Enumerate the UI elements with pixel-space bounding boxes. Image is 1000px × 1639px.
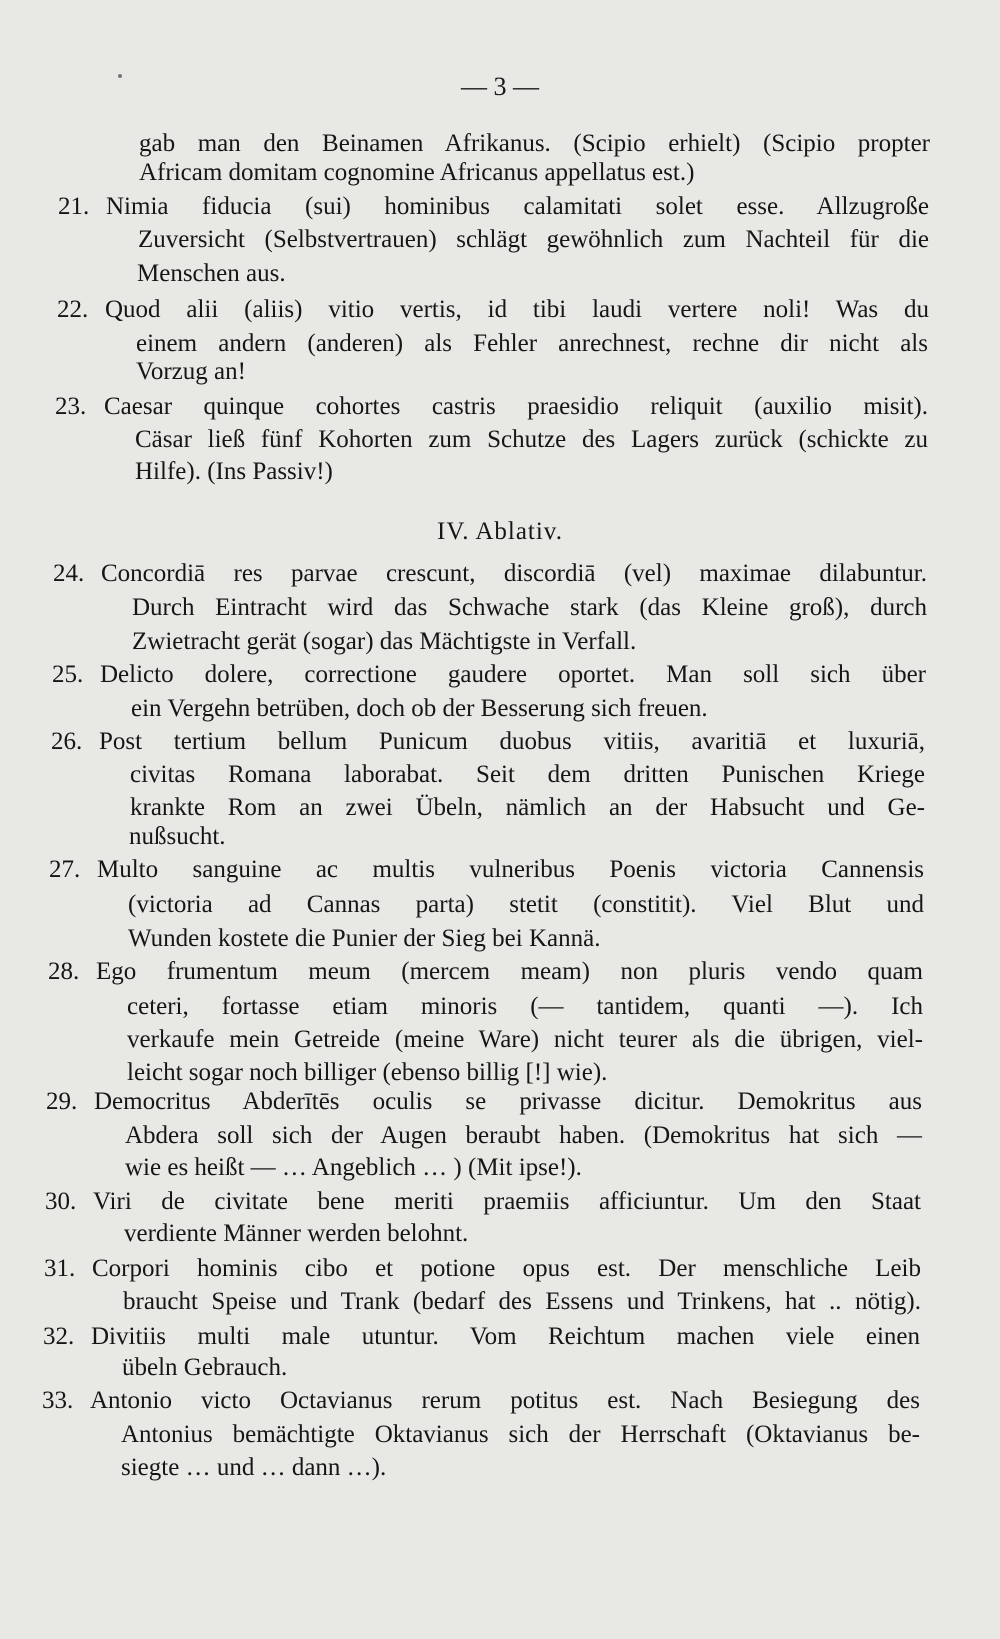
text-line: ceteri, fortasse etiam minoris (— tantidem, quanti —). Ich (127, 993, 923, 1020)
entry-number: 24. (53, 560, 85, 587)
text-line: nußsucht. (129, 823, 226, 850)
text-line: Divitiis multi male utuntur. Vom Reichtum machen viele einen (91, 1323, 920, 1350)
text-line: Viri de civitate bene meriti praemiis afficiuntur. Um den Staat (93, 1188, 921, 1215)
text-line: Post tertium bellum Punicum duobus vitiis, avaritiā et luxuriā, (99, 728, 925, 755)
text-line: verdiente Männer werden belohnt. (124, 1220, 469, 1247)
text-line: civitas Romana laborabat. Seit dem dritten Punischen Kriege (130, 761, 925, 788)
text-line: Multo sanguine ac multis vulneribus Poenis victoria Cannensis (97, 856, 924, 883)
text-line: Abdera soll sich der Augen beraubt haben. (Demokritus hat sich — (125, 1122, 922, 1149)
text-line: Concordiā res parvae crescunt, discordiā (vel) maximae dilabuntur. (101, 560, 927, 587)
text-line: Delicto dolere, correctione gaudere oportet. Man soll sich über (100, 661, 926, 688)
text-line: Quod alii (aliis) vitio vertis, id tibi laudi vertere noli! Was du (105, 296, 929, 323)
text-line: gab man den Beinamen Afrikanus. (Scipio erhielt) (Scipio propter (139, 130, 930, 157)
text-line: Cäsar ließ fünf Kohorten zum Schutze des Lagers zurück (schickte zu (135, 426, 928, 453)
text-line: Vorzug an! (136, 358, 246, 385)
text-line: Nimia fiducia (sui) hominibus calamitati solet esse. Allzugroße (106, 193, 929, 220)
text-line: Corpori hominis cibo et potione opus est. Der menschliche Leib (92, 1255, 921, 1282)
text-line: Zwietracht gerät (sogar) das Mächtigste in Verfall. (132, 628, 637, 655)
entry-number: 25. (52, 661, 84, 688)
entry-number: 21. (58, 193, 90, 220)
text-line: Ego frumentum meum (mercem meam) non pluris vendo quam (96, 958, 923, 985)
text-line: Hilfe). (Ins Passiv!) (135, 458, 333, 485)
text-line: krankte Rom an zwei Übeln, nämlich an der Habsucht und Ge- (130, 794, 925, 821)
page-number: — 3 — (461, 72, 539, 101)
text-line: braucht Speise und Trank (bedarf des Essens und Trinkens, hat .. nötig). (123, 1288, 921, 1315)
text-line: ein Vergehn betrüben, doch ob der Besserung sich freuen. (131, 695, 708, 722)
entry-number: 31. (44, 1255, 76, 1282)
entry-number: 29. (46, 1088, 78, 1115)
entry-number: 33. (42, 1387, 74, 1414)
text-line: (victoria ad Cannas parta) stetit (constitit). Viel Blut und (128, 891, 924, 918)
text-line: Wunden kostete die Punier der Sieg bei Kannä. (128, 925, 601, 952)
text-line: Durch Eintracht wird das Schwache stark (das Kleine groß), durch (132, 594, 927, 621)
entry-number: 27. (49, 856, 81, 883)
text-line: Democritus Abderītēs oculis se privasse dicitur. Demokritus aus (94, 1088, 922, 1115)
entry-number: 26. (51, 728, 83, 755)
text-line: Africam domitam cognomine Africanus appellatus est.) (139, 159, 695, 186)
text-line: siegte … und … dann …). (121, 1454, 387, 1481)
text-line: wie es heißt — … Angeblich … ) (Mit ipse!). (125, 1154, 582, 1181)
text-line: Caesar quinque cohortes castris praesidio reliquit (auxilio misit). (104, 393, 928, 420)
text-line: verkaufe mein Getreide (meine Ware) nicht teurer als die übrigen, viel- (127, 1026, 923, 1053)
text-line: einem andern (anderen) als Fehler anrechnest, rechne dir nicht als (136, 330, 928, 357)
entry-number: 30. (45, 1188, 77, 1215)
text-line: Antonio victo Octavianus rerum potitus est. Nach Besiegung des (90, 1387, 920, 1414)
section-heading: IV. Ablativ. (437, 518, 563, 545)
text-line: Zuversicht (Selbstvertrauen) schlägt gewöhnlich zum Nachteil für die (138, 226, 929, 253)
entry-number: 28. (48, 958, 80, 985)
text-line: Menschen aus. (137, 260, 286, 287)
entry-number: 22. (57, 296, 89, 323)
entry-number: 32. (43, 1323, 75, 1350)
text-line: leicht sogar noch billiger (ebenso billig [!] wie). (127, 1059, 608, 1086)
text-line: übeln Gebrauch. (122, 1354, 288, 1381)
entry-number: 23. (55, 393, 87, 420)
text-line: Antonius bemächtigte Oktavianus sich der Herrschaft (Oktavianus be- (121, 1421, 920, 1448)
